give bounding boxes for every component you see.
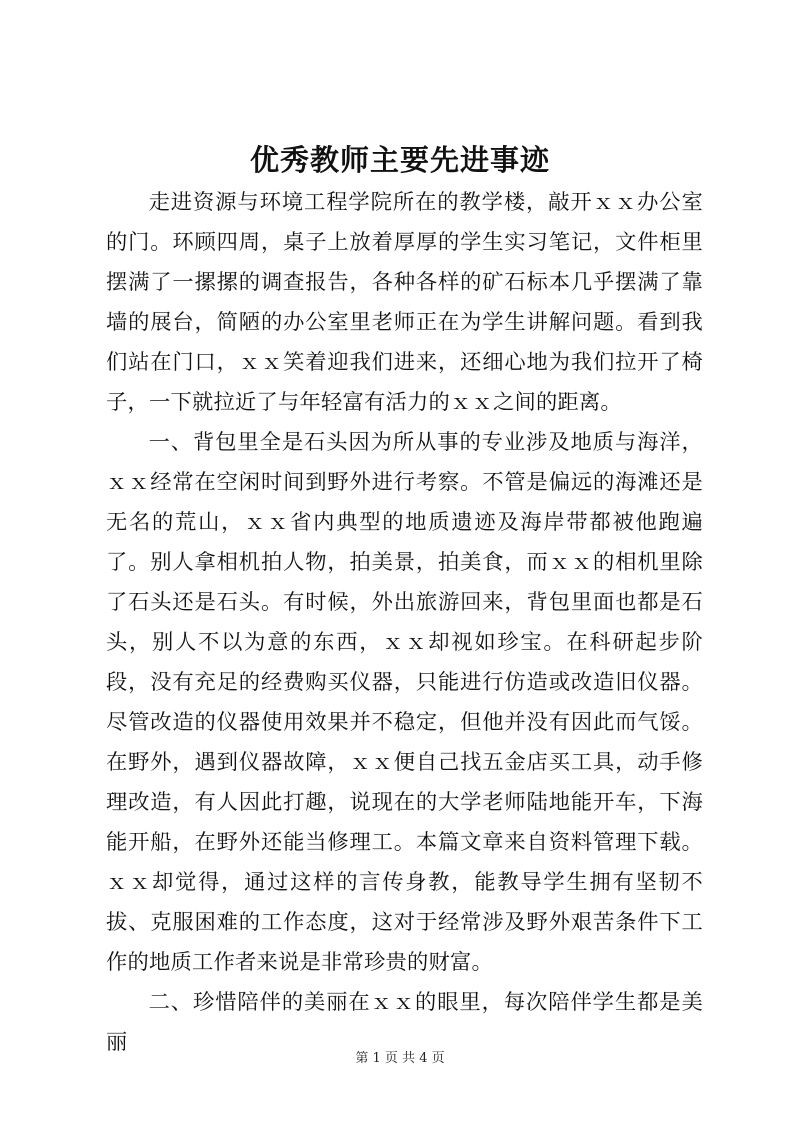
- page-footer: 第 1 页 共 4 页: [355, 1051, 445, 1066]
- paragraph-section-one: 一、背包里全是石头因为所从事的专业涉及地质与海洋，ｘｘ经常在空闲时间到野外进行考察。不管是偏远的海滩还是无名的荒山，ｘｘ省内典型的地质遗迹及海岸带都被他跑遍了。别人拿相机拍人物，拍美景，拍美食，而ｘｘ的相机里除了石头还是石头。有时候，外出旅游回来，背包里面也都是石头，别人不以为意的东西，ｘｘ却视如珍宝。在科研起步阶段，没有充足的经费购买仪器，只能进行仿造或改造旧仪器。尽管改造的仪器使用效果并不稳定，但他并没有因此而气馁。在野外，遇到仪器故障，ｘｘ便自己找五金店买工具，动手修理改造，有人因此打趣，说现在的大学老师陆地能开车，下海能开船，在野外还能当修理工。本篇文章来自资料管理下载。ｘｘ却觉得，通过这样的言传身教，能教导学生拥有坚韧不拔、克服困难的工作态度，这对于经常涉及野外艰苦条件下工作的地质工作者来说是非常珍贵的财富。: [106, 430, 703, 975]
- paragraph-intro: 走进资源与环境工程学院所在的教学楼，敲开ｘｘ办公室的门。环顾四周，桌子上放着厚厚的学生实习笔记，文件柜里摆满了一摞摞的调查报告，各种各样的矿石标本几乎摆满了靠墙的展台，简陋的办公室里老师正在为学生讲解问题。看到我们站在门口，ｘｘ笑着迎我们进来，还细心地为我们拉开了椅子，一下就拉近了与年轻富有活力的ｘｘ之间的距离。: [106, 190, 703, 415]
- document-title: 优秀教师主要先进事迹: [249, 143, 550, 177]
- paragraph-section-two: 二、珍惜陪伴的美丽在ｘｘ的眼里，每次陪伴学生都是美丽: [106, 990, 703, 1055]
- document-body: [106, 183, 703, 1063]
